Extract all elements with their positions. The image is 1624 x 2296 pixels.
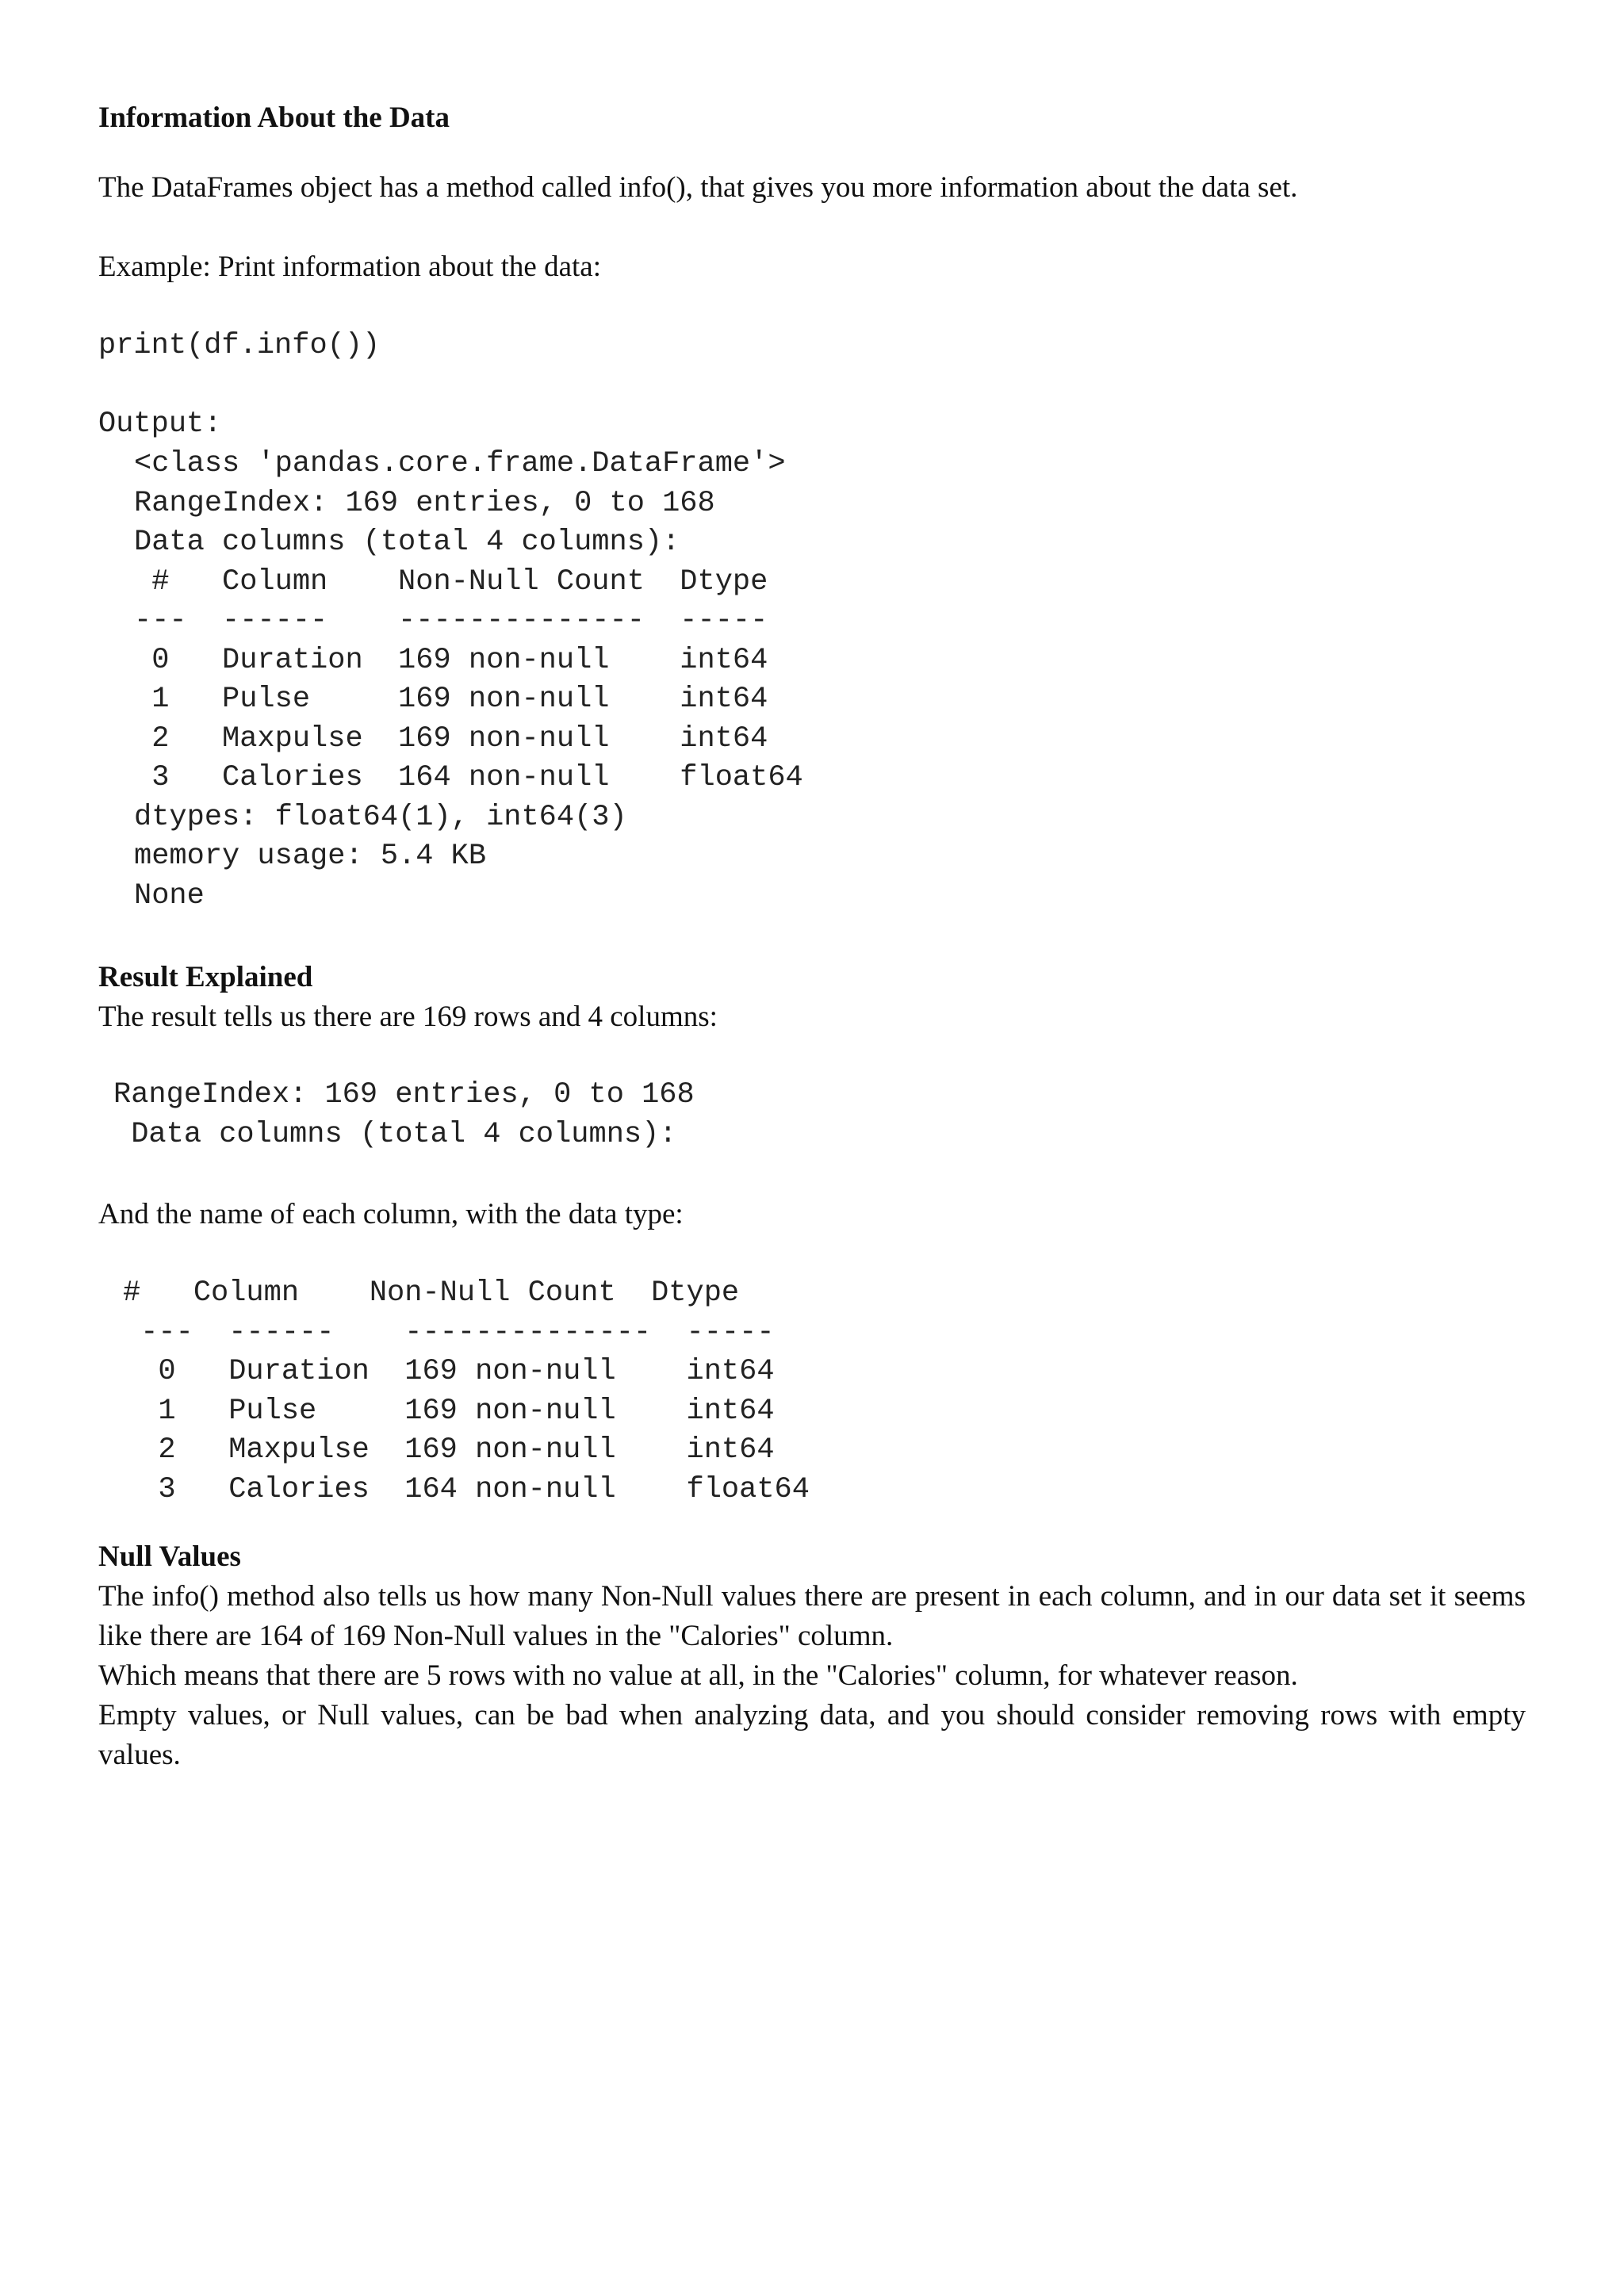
null-values-paragraph-2: Which means that there are 5 rows with no value at all, in the "Calories" column, for whatever reason. [98, 1659, 1298, 1692]
columns-table-row: 2 Maxpulse 169 non-null int64 [123, 1433, 810, 1467]
result-code-line: Data columns (total 4 columns): [113, 1117, 677, 1151]
columns-paragraph: And the name of each column, with the data type: [98, 1198, 684, 1230]
section-heading-null-values: Null Values [98, 1540, 241, 1573]
output-table-row: 1 Pulse 169 non-null int64 [134, 683, 803, 716]
output-table-header: # Column Non-Null Count Dtype [134, 564, 803, 599]
output-line: None [134, 878, 205, 913]
code-print-info: print(df.info()) [98, 329, 381, 362]
intro-paragraph: The DataFrames object has a method called info(), that gives you more information about the data set. [98, 171, 1298, 204]
columns-table-header: # Column Non-Null Count Dtype [123, 1276, 775, 1310]
columns-table-separator: --- ------ -------------- ----- [123, 1315, 810, 1349]
result-code-block [113, 1076, 695, 1154]
output-line: RangeIndex: 169 entries, 0 to 168 [134, 486, 715, 520]
null-values-paragraph-1: The info() method also tells us how many Non-Null values there are present in each column, and in our data set it seems like there are 164 of 169 Non-Null values in the "Calories" column. [98, 1580, 1526, 1652]
columns-table-row: 0 Duration 169 non-null int64 [123, 1355, 810, 1388]
section-heading-result-explained: Result Explained [98, 961, 313, 993]
output-table-row: 0 Duration 169 non-null int64 [134, 643, 803, 677]
section-heading-information: Information About the Data [98, 101, 450, 134]
columns-table-block [123, 1274, 810, 1510]
columns-table-row: 3 Calories 164 non-null float64 [123, 1472, 810, 1506]
columns-table-row: 1 Pulse 169 non-null int64 [123, 1394, 810, 1428]
output-block [134, 445, 803, 916]
output-table-row: 3 Calories 164 non-null float64 [134, 761, 803, 794]
result-code-line: RangeIndex: 169 entries, 0 to 168 [113, 1078, 695, 1112]
output-table-row: 2 Maxpulse 169 non-null int64 [134, 721, 803, 756]
result-paragraph: The result tells us there are 169 rows and 4 columns: [98, 1001, 718, 1033]
output-table-separator: --- ------ -------------- ----- [134, 604, 803, 637]
output-label: Output: [98, 408, 222, 441]
null-values-paragraph-3: Empty values, or Null values, can be bad when analyzing data, and you should consider removing rows with empty values. [98, 1699, 1526, 1771]
output-line: memory usage: 5.4 KB [134, 840, 487, 873]
output-line: Data columns (total 4 columns): [134, 526, 680, 559]
output-line: <class 'pandas.core.frame.DataFrame'> [134, 447, 786, 480]
example-label: Example: Print information about the data: [98, 251, 601, 283]
output-line: dtypes: float64(1), int64(3) [134, 800, 627, 834]
